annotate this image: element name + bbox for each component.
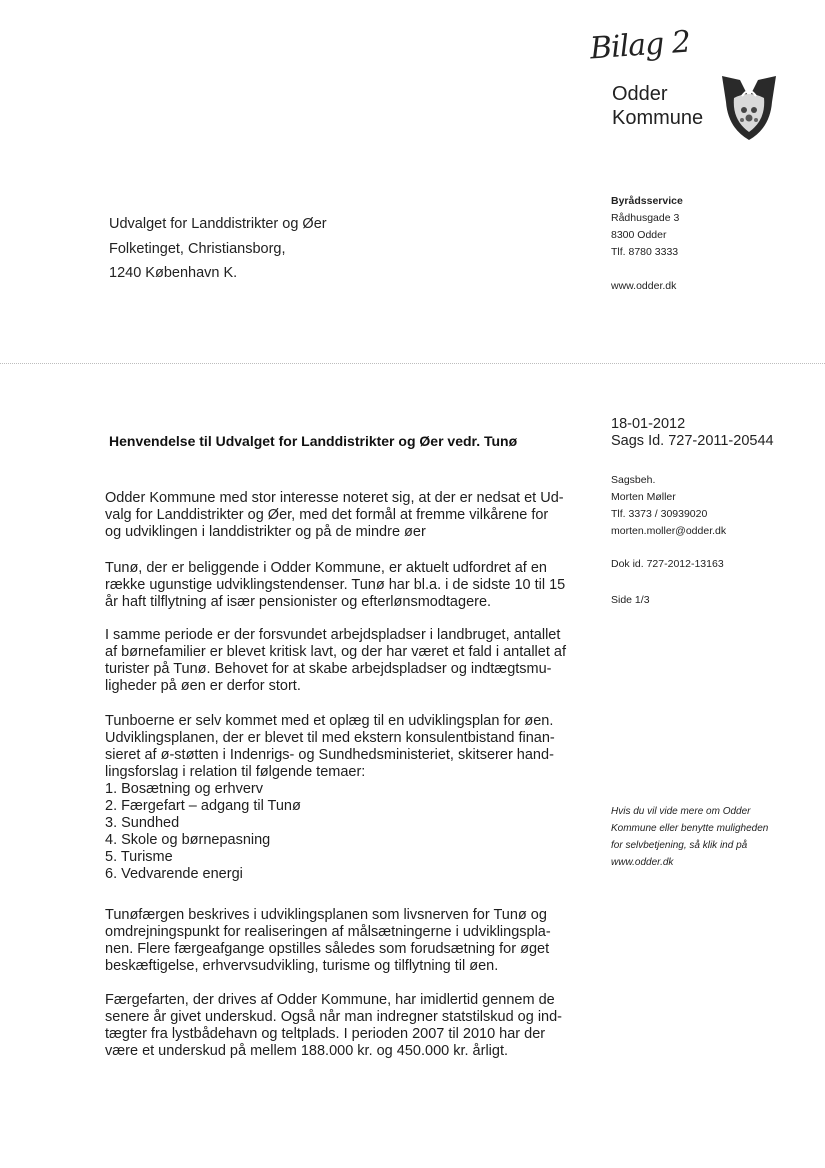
themes-list — [105, 781, 575, 883]
paragraph-text: I samme periode er der forsvundet arbejdspladser i landbruget, antallet af børnefamilier er blevet kritisk lavt, og der har været et fald i antallet af turister på Tunø. Behovet for at skabe arbejdspladser og indtægtsmu- ligheder på øen er derfor stort. — [105, 627, 566, 694]
list-item: 6. Vedvarende energi — [105, 866, 243, 882]
fold-divider — [0, 363, 825, 364]
sender-department: Byrådsservice — [611, 195, 683, 207]
paragraph-text: Tunboerne er selv kommet med et oplæg til en udviklingsplan for øen. Udviklingsplanen, der er blevet til med ekstern konsulentbistand finan- sieret af ø-støtten i Indenrigs- og Sundhedsministeriet, skitserer hand- lingsforslag i relation til følgende temaer: — [105, 713, 555, 780]
recipient-line3: 1240 København K. — [109, 265, 238, 281]
caseworker-label: Sagsbeh. — [611, 474, 656, 486]
caseworker-email-link[interactable]: morten.moller@odder.dk — [611, 525, 727, 537]
body-paragraph-5 — [105, 907, 575, 975]
case-id: Sags Id. 727-2011-20544 — [611, 433, 774, 449]
date-and-case-reference — [611, 416, 774, 450]
list-item: 2. Færgefart – adgang til Tunø — [105, 798, 301, 814]
caseworker-block — [611, 472, 726, 540]
sender-postal: 8300 Odder — [611, 229, 667, 241]
municipality-name-line2: Kommune — [612, 107, 704, 129]
caseworker-name: Morten Møller — [611, 491, 676, 503]
self-service-note — [611, 803, 811, 871]
document-id: Dok id. 727-2012-13163 — [611, 558, 724, 570]
list-item: 1. Bosætning og erhverv — [105, 781, 263, 797]
letter-subject: Henvendelse til Udvalget for Landdistrikter og Øer vedr. Tunø — [109, 433, 518, 449]
list-item: 3. Sundhed — [105, 815, 180, 831]
municipal-crest-icon — [720, 72, 778, 142]
sender-street: Rådhusgade 3 — [611, 212, 680, 224]
list-item: 5. Turisme — [105, 849, 173, 865]
caseworker-phone: Tlf. 3373 / 30939020 — [611, 508, 708, 520]
recipient-line1: Udvalget for Landdistrikter og Øer — [109, 216, 327, 232]
paragraph-text: Tunø, der er beliggende i Odder Kommune, er aktuelt udfordret af en række ugunstige udviklingstendenser. Tunø har bl.a. i de sidste 10 til 15 år haft tilflytning af især pensionister og efterlønsmodtagere. — [105, 560, 566, 610]
self-service-text: Hvis du vil vide mere om Odder Kommune eller benytte muligheden for selvbetjening, så klik ind på www.odder.dk — [611, 806, 769, 868]
handwritten-annotation: Bilag 2 — [588, 24, 692, 67]
list-item: 4. Skole og børnepasning — [105, 832, 271, 848]
body-paragraph-4 — [105, 713, 575, 883]
body-paragraph-3 — [105, 627, 575, 695]
paragraph-text: Odder Kommune med stor interesse noteret sig, at der er nedsat et Ud- valg for Landdistrikter og Øer, med det formål at fremme vilkårene for og udviklingen i landdistrikter og på de mindre øer — [105, 490, 564, 540]
sender-address — [611, 193, 683, 295]
body-paragraph-6 — [105, 992, 575, 1060]
sender-website-link[interactable]: www.odder.dk — [611, 280, 677, 292]
sender-phone: Tlf. 8780 3333 — [611, 246, 679, 258]
municipality-name — [612, 82, 703, 130]
page-number: Side 1/3 — [611, 594, 650, 606]
body-paragraph-2 — [105, 560, 575, 611]
municipality-name-line1: Odder — [612, 83, 668, 105]
letter-date: 18-01-2012 — [611, 416, 686, 432]
recipient-line2: Folketinget, Christiansborg, — [109, 240, 286, 257]
paragraph-text: Færgefarten, der drives af Odder Kommune, har imidlertid gennem de senere år givet underskud. Også når man indregner statstilskud og ind- tægter fra lystbådehavn og teltplads. I perioden 2007 til 2010 har der være et underskud på mellem 188.000 kr. og 450.000 kr. årligt. — [105, 992, 562, 1059]
body-paragraph-1 — [105, 490, 575, 541]
paragraph-text: Tunøfærgen beskrives i udviklingsplanen som livsnerven for Tunø og omdrejningspunkt for realiseringen af målsætningerne i udviklingspla- nen. Flere færgeafgange opstilles således som forudsætning for øget beskæftigelse, erhvervsudvikling, turisme og tilflytning til øen. — [105, 907, 551, 974]
recipient-address — [109, 212, 327, 286]
